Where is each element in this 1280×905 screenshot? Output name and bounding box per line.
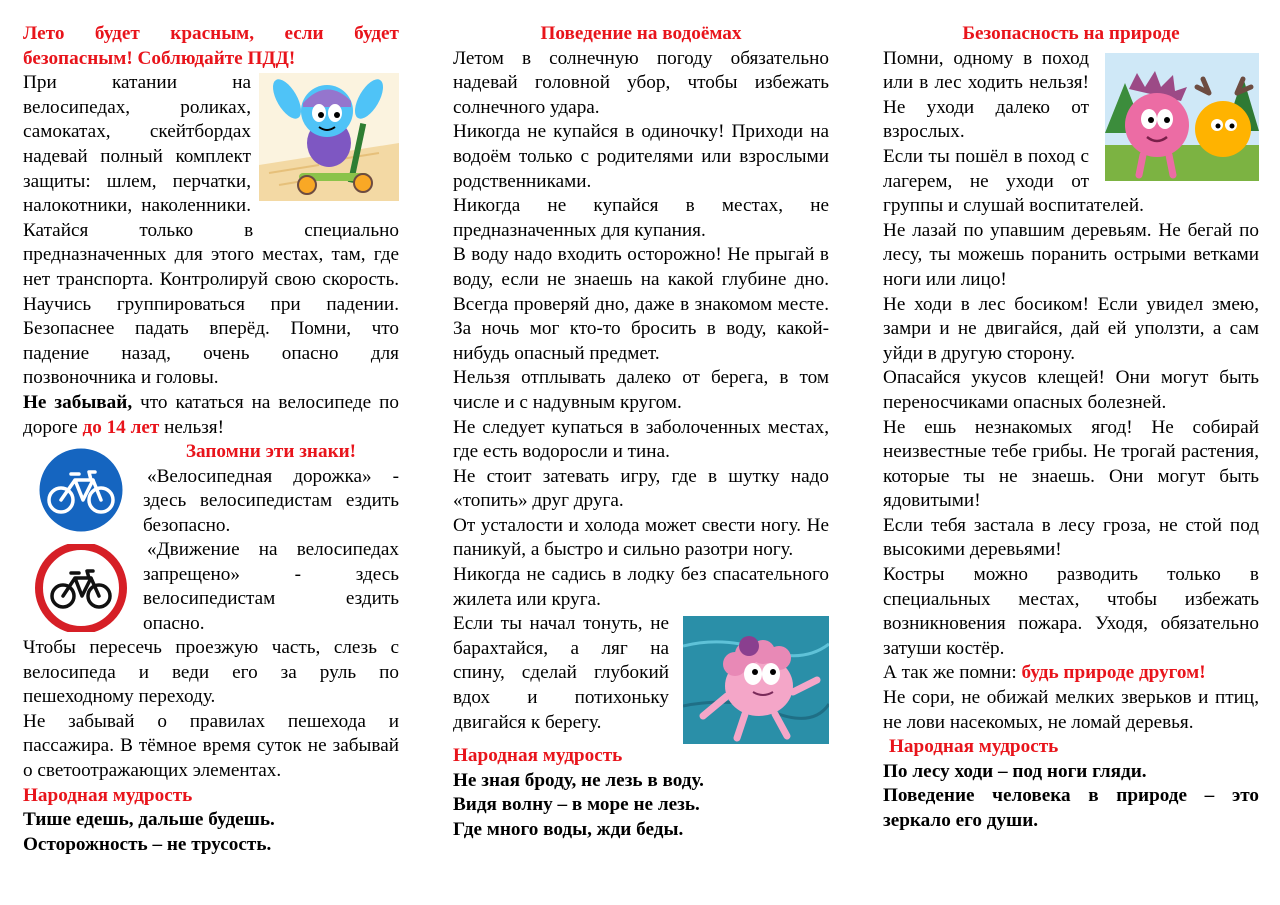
age-warning-paragraph: [23, 391, 399, 440]
water-paragraph-9: Никогда не садись в лодку без спасательного жилета или круга.: [453, 564, 829, 610]
nature-safety-title: Безопасность на природе: [962, 23, 1180, 44]
friend-of-nature-lead: А так же помни:: [883, 662, 1022, 684]
wisdom-2-line-1: Не зная броду, не лезь в воду.: [453, 769, 704, 791]
sign2-text: «Движение на велосипедах запрещено» - здесь велосипедистам ездить опасно.: [143, 539, 399, 634]
friend-of-nature-emphasis: будь природе другом!: [1021, 662, 1206, 684]
water-paragraph-2: Никогда не купайся в одиночку! Приходи на водоём только с родителями или взрослыми родственниками.: [453, 121, 829, 192]
water-paragraph-6: Не следует купаться в заболоченных местах, где есть водоросли и тина.: [453, 416, 829, 463]
ride-safety-paragraph: При катании на велосипедах, роликах, самокатах, скейтбордах надевай полный комплект защиты: шлем, перчатки, налокотники, наколенники. Катайся только в специально предназначенных для этого местах, там, где нет транспорта. Контролируй свою скорость. Научись группироваться при падении. Безопаснее падать вперёд. Помни, что падение назад, очень опасно для позвоночника и головы.: [23, 72, 399, 389]
forest-characters-illustration: [1105, 53, 1259, 181]
crossing-paragraph: Чтобы пересечь проезжую часть, слезь с велосипеда и веди его за руль по пешеходному переходу.: [23, 637, 399, 708]
age-warning-mid: что кататься на велосипеде по дороге: [23, 391, 399, 438]
road-safety-title: Лето будет красным, если будет безопасным! Соблюдайте ПДД!: [23, 23, 399, 69]
wisdom-3-line-1: По лесу ходи – под ноги гляди.: [883, 760, 1147, 782]
wisdom-title-1: Народная мудрость: [23, 784, 193, 806]
scooter-character-illustration: [259, 73, 399, 201]
column-road-safety: [23, 22, 399, 857]
wisdom-1-line-1: Тише едешь, дальше будешь.: [23, 809, 275, 831]
water-paragraph-7: Не стоит затевать игру, где в шутку надо «топить» друг друга.: [453, 465, 829, 512]
friend-of-nature-paragraph: [883, 661, 1259, 686]
nature-paragraph-1: Не лазай по упавшим деревьям. Не бегай по лесу, ты можешь поранить острыми ветками ноги или лицо!: [883, 219, 1259, 290]
column-nature-safety: [883, 22, 1259, 834]
nature-paragraph-5: Если тебя застала в лесу гроза, не стой под высокими деревьями!: [883, 514, 1259, 561]
nature-paragraph-6: Костры можно разводить только в специальных местах, чтобы избежать возникновения пожара. Уходя, обязательно затуши костёр.: [883, 564, 1259, 659]
water-paragraph-5: Нельзя отплывать далеко от берега, в том числе и с надувным кругом.: [453, 367, 829, 413]
no-bicycles-sign-icon: [35, 544, 127, 632]
water-paragraph-3: Никогда не купайся в местах, не предназначенных для купания.: [453, 195, 829, 241]
nature-paragraph-4: Не ешь незнакомых ягод! Не собирай неизвестные тебе грибы. Не трогай растения, которые ты не знаешь. Они могут быть ядовитыми!: [883, 416, 1259, 512]
wisdom-3-line-2: Поведение человека в природе – это зеркало его души.: [883, 785, 1259, 831]
water-paragraph-1: Летом в солнечную погоду обязательно надевай головной убор, чтобы избежать солнечного удара.: [453, 47, 829, 118]
no-litter-paragraph: Не сори, не обижай мелких зверьков и птиц, не лови насекомых, не ломай деревья.: [883, 687, 1259, 733]
water-paragraph-8: От усталости и холода может свести ногу. Не паникуй, а быстро и сильно разотри ногу.: [453, 514, 829, 561]
age-warning-bold: Не забывай,: [23, 391, 133, 413]
nature-paragraph-3: Опасайся укусов клещей! Они могут быть переносчиками опасных болезней.: [883, 367, 1259, 413]
sheep-character-illustration: [683, 616, 829, 744]
sign1-text: «Велосипедная дорожка» - здесь велосипедистам ездить безопасно.: [143, 465, 399, 536]
wisdom-title-2: Народная мудрость: [453, 745, 623, 767]
pedestrian-rules-paragraph: Не забывай о правилах пешехода и пассажира. В тёмное время суток не забывай о светоотражающих элементах.: [23, 710, 399, 782]
signs-block: [23, 440, 399, 636]
bicycle-path-sign-icon: [35, 446, 127, 534]
drowning-paragraph: Если ты начал тонуть, не барахтайся, а ляг на спину, сделай глубокий вдох и потихоньку двигайся к берегу.: [453, 613, 669, 733]
hike-alone-paragraph: Помни, одному в поход или в лес ходить нельзя! Не уходи далеко от взрослых.: [883, 47, 1089, 143]
wisdom-1-line-2: Осторожность – не трусость.: [23, 833, 272, 855]
signs-title: Запомни эти знаки!: [185, 441, 357, 463]
water-safety-title: Поведение на водоёмах: [540, 23, 742, 44]
age-warning-end: нельзя!: [159, 416, 224, 438]
camp-group-paragraph: Если ты пошёл в поход с лагерем, не уходи от группы и слушай воспитателей.: [883, 145, 1144, 217]
wisdom-title-3: Народная мудрость: [889, 736, 1059, 758]
wisdom-2-line-2: Видя волну – в море не лезь.: [453, 794, 700, 816]
nature-paragraph-2: Не ходи в лес босиком! Если увидел змею, замри и не двигайся, дай ей уползти, а сам уйди в другую сторону.: [883, 293, 1259, 364]
age-warning-age: до 14 лет: [82, 416, 160, 438]
water-paragraph-4: В воду надо входить осторожно! Не прыгай в воду, если не знаешь на какой глубине дно. Всегда проверяй дно, даже в знакомом месте. За ночь мог кто-то бросить в воду, какой-нибудь опасный предмет.: [453, 244, 829, 364]
wisdom-2-line-3: Где много воды, жди беды.: [453, 819, 684, 841]
column-water-safety: [453, 22, 829, 843]
